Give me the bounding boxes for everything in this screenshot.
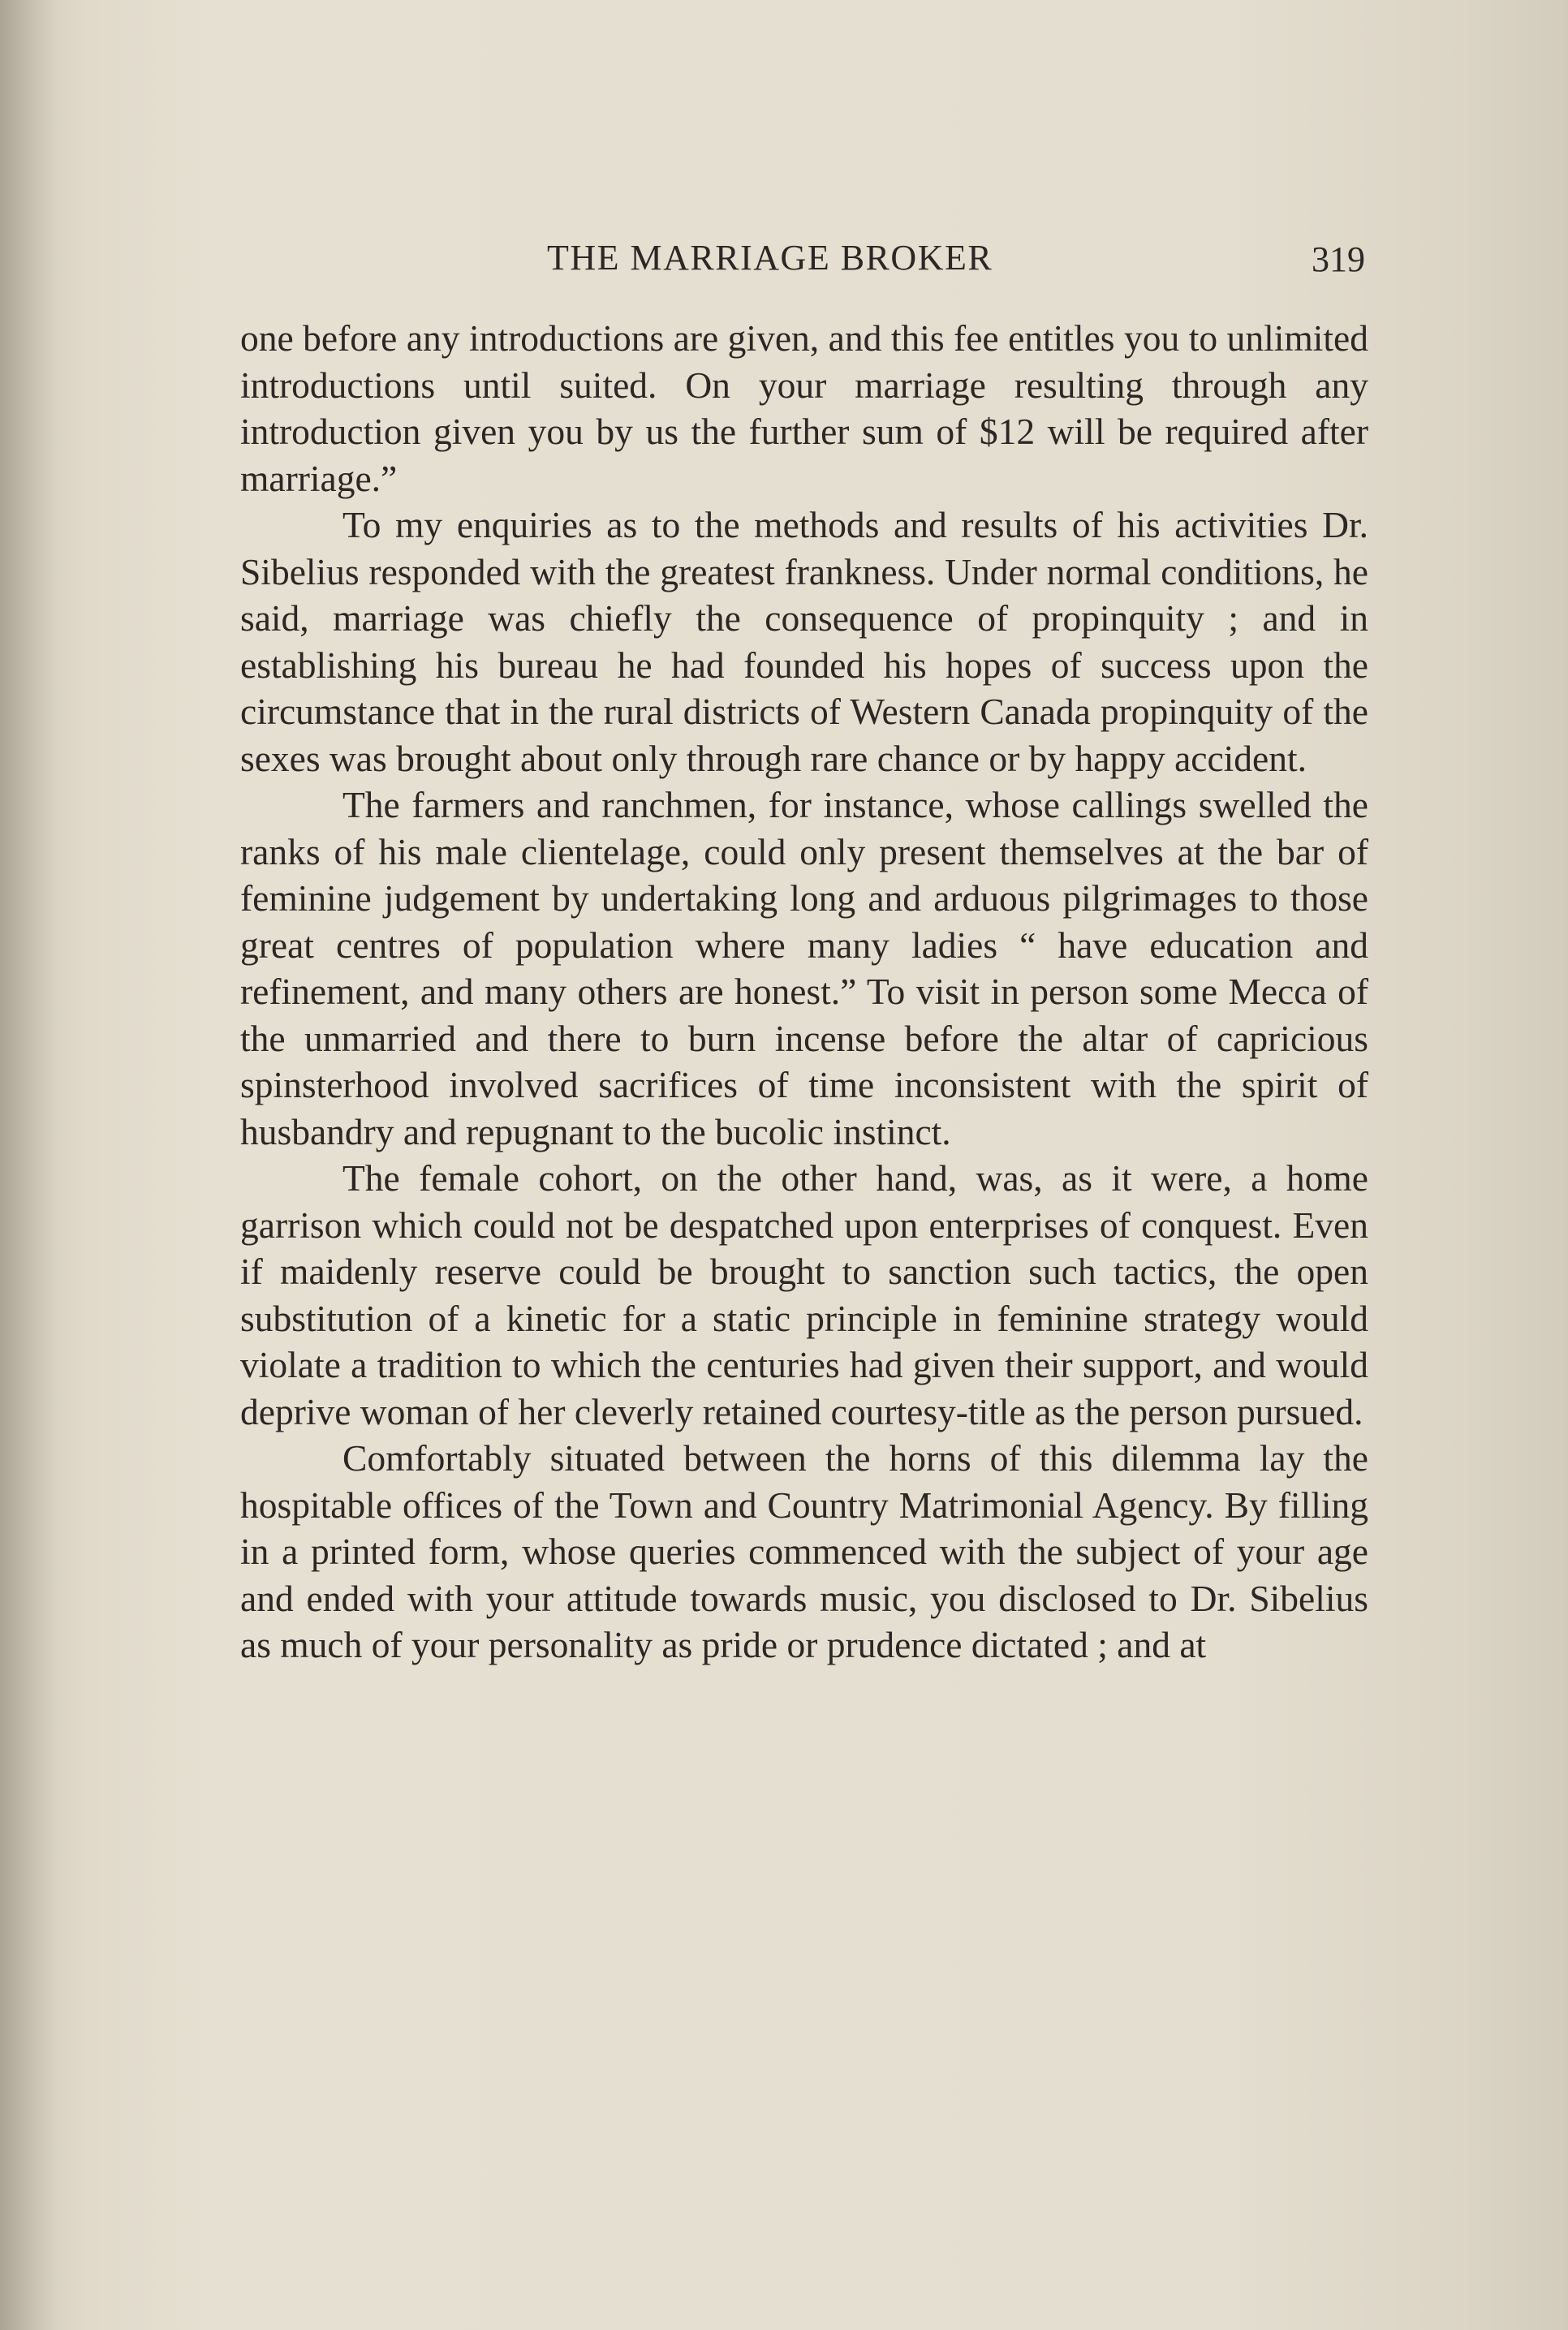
paragraph-5: Comfortably situated between the horns of this dilemma lay the hospitable offices of the Town and Country Matrimonial Agency. By filling in a printed form, whose queries commenced with the subject of your age and ended with your attitude towards music, you disclosed to Dr. Sibelius as much of your personality as pride or prudence dictated ; and at	[240, 1437, 1368, 1665]
page-number: 319	[1312, 239, 1365, 279]
paragraph-2: To my enquiries as to the methods and results of his activities Dr. Sibelius responded with the greatest frankness. Under normal conditions, he said, marriage was chiefly the consequence of propinquity ; and in establishing his bureau he had founded his hopes of success upon the circumstance that in the rural districts of Western Canada propinquity of the sexes was brought about only through rare chance or by happy accident.	[240, 504, 1368, 779]
paragraph-3: The farmers and ranchmen, for instance, whose callings swelled the ranks of his male clientelage, could only present themselves at the bar of feminine judgement by undertaking long and arduous pilgrimages to those great centres of population where many ladies “ have education and refinement, and many others are honest.” To visit in person some Mecca of the unmarried and there to burn incense before the altar of capricious spinsterhood involved sacrifices of time inconsistent with the spirit of husbandry and repugnant to the bucolic instinct.	[240, 784, 1368, 1152]
body-text	[240, 315, 1368, 1669]
paragraph-1: one before any introductions are given, and this fee entitles you to unlimited introductions until suited. On your marriage resulting through any introduction given you by us the further sum of $12 will be required after marriage.”	[240, 317, 1368, 499]
spine-shadow	[0, 0, 57, 2330]
paragraph-4: The female cohort, on the other hand, was, as it were, a home garrison which could not be despatched upon enterprises of conquest. Even if maidenly reserve could be brought to sanction such tactics, the open substitution of a kinetic for a static principle in feminine strategy would violate a tradition to which the centuries had given their support, and would deprive woman of her cleverly retained courtesy-title as the person pursued.	[240, 1157, 1368, 1432]
running-title: THE MARRIAGE BROKER	[547, 238, 993, 278]
running-head	[240, 234, 1368, 282]
